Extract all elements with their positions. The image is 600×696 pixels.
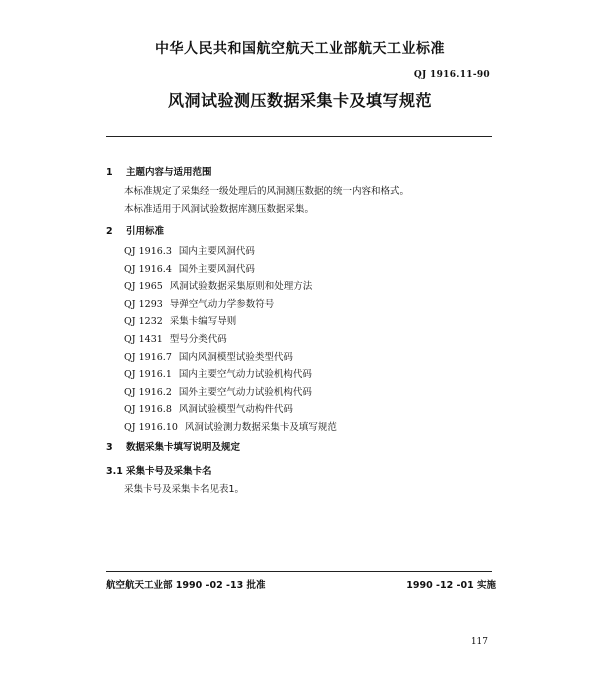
section-3-1-number: 3.1: [106, 466, 123, 477]
ref-code: QJ 1965: [124, 281, 163, 293]
section-1-number: 1: [106, 167, 113, 178]
list-item: [124, 351, 337, 369]
implementation-line: 1990 -12 -01 实施: [406, 580, 496, 591]
list-item: [124, 263, 337, 281]
ref-code: QJ 1293: [124, 298, 163, 310]
ref-title: 采集卡编写导则: [169, 316, 237, 328]
document-title: 风洞试验测压数据采集卡及填写规范: [167, 91, 432, 110]
issuing-authority: 中华人民共和国航空航天工业部航天工业标准: [155, 41, 445, 57]
ref-code: QJ 1916.8: [124, 404, 172, 416]
ref-title: 风洞试验测力数据采集卡及填写规范: [184, 421, 337, 433]
ref-code: QJ 1916.3: [124, 246, 172, 257]
list-item: [124, 368, 337, 386]
list-item: [124, 333, 337, 351]
ref-title: 风洞试验模型气动构件代码: [178, 404, 293, 416]
section-3-heading: [106, 441, 240, 454]
list-item: [124, 315, 337, 333]
ref-title: 风洞试验数据采集原则和处理方法: [169, 281, 313, 293]
ref-code: QJ 1232: [124, 316, 163, 328]
standard-number: QJ 1916.11-90: [413, 70, 490, 80]
list-item: [124, 386, 337, 404]
page-number: 117: [470, 637, 488, 647]
section-3-1-title: 采集卡号及采集卡名: [126, 466, 212, 477]
approval-line: 航空航天工业部 1990 -02 -13 批准: [106, 580, 266, 591]
ref-title: 国外主要空气动力试验机构代码: [178, 386, 312, 398]
section-3-number: 3: [106, 442, 113, 453]
ref-code: QJ 1916.4: [124, 263, 172, 275]
list-item: [124, 280, 337, 298]
section-1-heading: [106, 166, 212, 179]
section-2-title: 引用标准: [126, 226, 165, 237]
section-1-paragraph-1: 本标准规定了采集经一级处理后的风洞测压数据的统一内容和格式。: [124, 186, 410, 197]
section-2-heading: [106, 225, 164, 238]
ref-title: 导弹空气动力学参数符号: [169, 298, 275, 310]
ref-title: 型号分类代码: [169, 333, 227, 345]
ref-code: QJ 1916.10: [124, 421, 178, 433]
ref-code: QJ 1431: [124, 333, 163, 345]
section-1-paragraph-2: 本标准适用于风洞试验数据库测压数据采集。: [124, 204, 315, 215]
ref-code: QJ 1916.1: [124, 369, 172, 381]
list-item: [124, 245, 337, 263]
ref-code: QJ 1916.7: [124, 351, 172, 363]
referenced-standards-list: [124, 245, 337, 439]
ref-code: QJ 1916.2: [124, 386, 172, 398]
ref-title: 国内主要风洞代码: [178, 246, 255, 257]
list-item: [124, 403, 337, 421]
footer-divider: [106, 571, 492, 572]
ref-title: 国外主要风洞代码: [178, 263, 255, 275]
list-item: [124, 298, 337, 316]
section-2-number: 2: [106, 226, 113, 237]
list-item: [124, 421, 337, 439]
section-3-title: 数据采集卡填写说明及规定: [126, 442, 241, 453]
ref-title: 国内风洞模型试验类型代码: [178, 351, 293, 363]
section-1-title: 主题内容与适用范围: [126, 167, 212, 178]
ref-title: 国内主要空气动力试验机构代码: [178, 369, 312, 381]
header-divider: [106, 136, 492, 137]
section-3-1-heading: [106, 465, 212, 478]
section-3-1-paragraph: 采集卡号及采集卡名见表1。: [124, 484, 245, 495]
